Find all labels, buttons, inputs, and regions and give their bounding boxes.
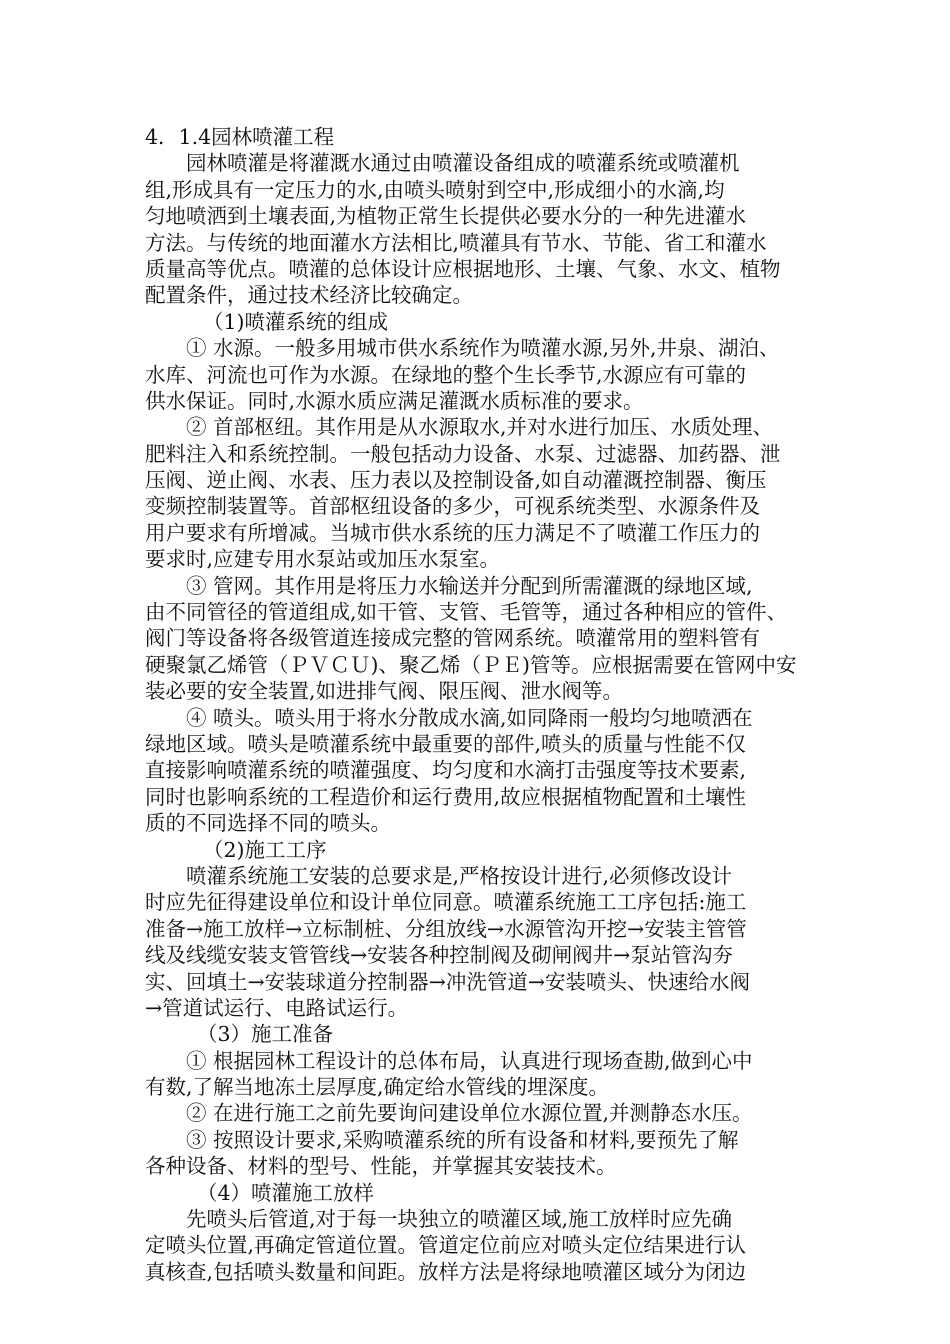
text-line: 时应先征得建设单位和设计单位同意。喷灌系统施工工序包括:施工 — [145, 890, 747, 915]
text-line: 要求时,应建专用水泵站或加压水泵室。 — [145, 547, 501, 572]
text-line: 变频控制装置等。首部枢纽设备的多少，可视系统类型、水源条件及 — [145, 494, 760, 519]
text-line: 配置条件，通过技术经济比较确定。 — [145, 283, 473, 308]
text-line: （3）施工准备 — [197, 1022, 334, 1047]
text-line: 肥料注入和系统控制。一般包括动力设备、水泵、过滤器、加药器、泄 — [145, 441, 781, 466]
text-line: 线及线缆安装支管管线→安装各种控制阀及砌闸阀井→泵站管沟夯 — [145, 943, 733, 968]
text-line: 硬聚氯乙烯管（ＰＶＣＵ)、聚乙烯（ＰＥ)管等。应根据需要在管网中安 — [145, 652, 797, 677]
text-line: （2)施工工序 — [203, 837, 327, 862]
text-line: 真核查,包括喷头数量和间距。放样方法是将绿地喷灌区域分为闭边 — [145, 1259, 747, 1284]
text-line: ① 水源。一般多用城市供水系统作为喷灌水源,另外,井泉、湖泊、 — [186, 336, 780, 361]
text-line: 水库、河流也可作为水源。在绿地的整个生长季节,水源应有可靠的 — [145, 362, 747, 387]
text-line: ④ 喷头。喷头用于将水分散成水滴,如同降雨一般均匀地喷洒在 — [186, 705, 753, 730]
text-line: 组,形成具有一定压力的水,由喷头喷射到空中,形成细小的水滴,均 — [145, 177, 725, 202]
text-line: 阀门等设备将各级管道连接成完整的管网系统。喷灌常用的塑料管有 — [145, 626, 760, 651]
text-line: 方法。与传统的地面灌水方法相比,喷灌具有节水、节能、省工和灌水 — [145, 230, 767, 255]
text-line: ③ 按照设计要求,采购喷灌系统的所有设备和材料,要预先了解 — [186, 1127, 739, 1152]
text-line: 先喷头后管道,对于每一块独立的喷灌区域,施工放样时应先确 — [186, 1207, 733, 1232]
text-line: ② 首部枢纽。其作用是从水源取水,并对水进行加压、水质处理、 — [186, 415, 774, 440]
text-line: 准备→施工放样→立标制桩、分组放线→水源管沟开挖→安装主管管 — [145, 916, 747, 941]
text-line: 喷灌系统施工安装的总要求是,严格按设计进行,必须修改设计 — [186, 863, 733, 888]
text-line: 供水保证。同时,水源水质应满足灌溉水质标准的要求。 — [145, 388, 644, 413]
text-line: 定喷头位置,再确定管道位置。管道定位前应对喷头定位结果进行认 — [145, 1233, 747, 1258]
text-line: （1)喷灌系统的组成 — [203, 309, 389, 334]
text-line: 同时也影响系统的工程造价和运行费用,故应根据植物配置和土壤性 — [145, 784, 747, 809]
text-line: （4）喷灌施工放样 — [197, 1180, 375, 1205]
text-line: 装必要的安全装置,如进排气阀、限压阀、泄水阀等。 — [145, 679, 624, 704]
text-line: →管道试运行、电路试运行。 — [145, 995, 409, 1020]
text-line: 各种设备、材料的型号、性能，并掌握其安装技术。 — [145, 1154, 617, 1179]
text-line: 压阀、逆止阀、水表、压力表以及控制设备,如自动灌溉控制器、衡压 — [145, 468, 767, 493]
text-line: 由不同管径的管道组成,如干管、支管、毛管等，通过各种相应的管件、 — [145, 600, 788, 625]
text-line: 质量高等优点。喷灌的总体设计应根据地形、土壤、气象、水文、植物 — [145, 256, 781, 281]
text-line: 绿地区域。喷头是喷灌系统中最重要的部件,喷头的质量与性能不仅 — [145, 731, 747, 756]
text-line: 直接影响喷灌系统的喷灌强度、均匀度和水滴打击强度等技术要素, — [145, 758, 747, 783]
text-line: 实、回填土→安装球道分控制器→冲洗管道→安装喷头、快速给水阀 — [145, 969, 751, 994]
text-line: ③ 管网。其作用是将压力水输送并分配到所需灌溉的绿地区域, — [186, 573, 753, 598]
text-line: 用户要求有所增减。当城市供水系统的压力满足不了喷灌工作压力的 — [145, 520, 760, 545]
text-line: 匀地喷洒到土壤表面,为植物正常生长提供必要水分的一种先进灌水 — [145, 204, 747, 229]
section-heading: 4．1.4园林喷灌工程 — [145, 125, 335, 149]
document-body — [145, 124, 810, 1285]
text-line: 园林喷灌是将灌溉水通过由喷灌设备组成的喷灌系统或喷灌机 — [186, 151, 740, 176]
text-line: ② 在进行施工之前先要询问建设单位水源位置,并测静态水压。 — [186, 1101, 753, 1126]
text-line: ① 根据园林工程设计的总体布局，认真进行现场查勘,做到心中 — [186, 1048, 753, 1073]
text-line: 有数,了解当地冻土层厚度,确定给水管线的埋深度。 — [145, 1075, 610, 1100]
text-line: 质的不同选择不同的喷头。 — [145, 811, 391, 836]
